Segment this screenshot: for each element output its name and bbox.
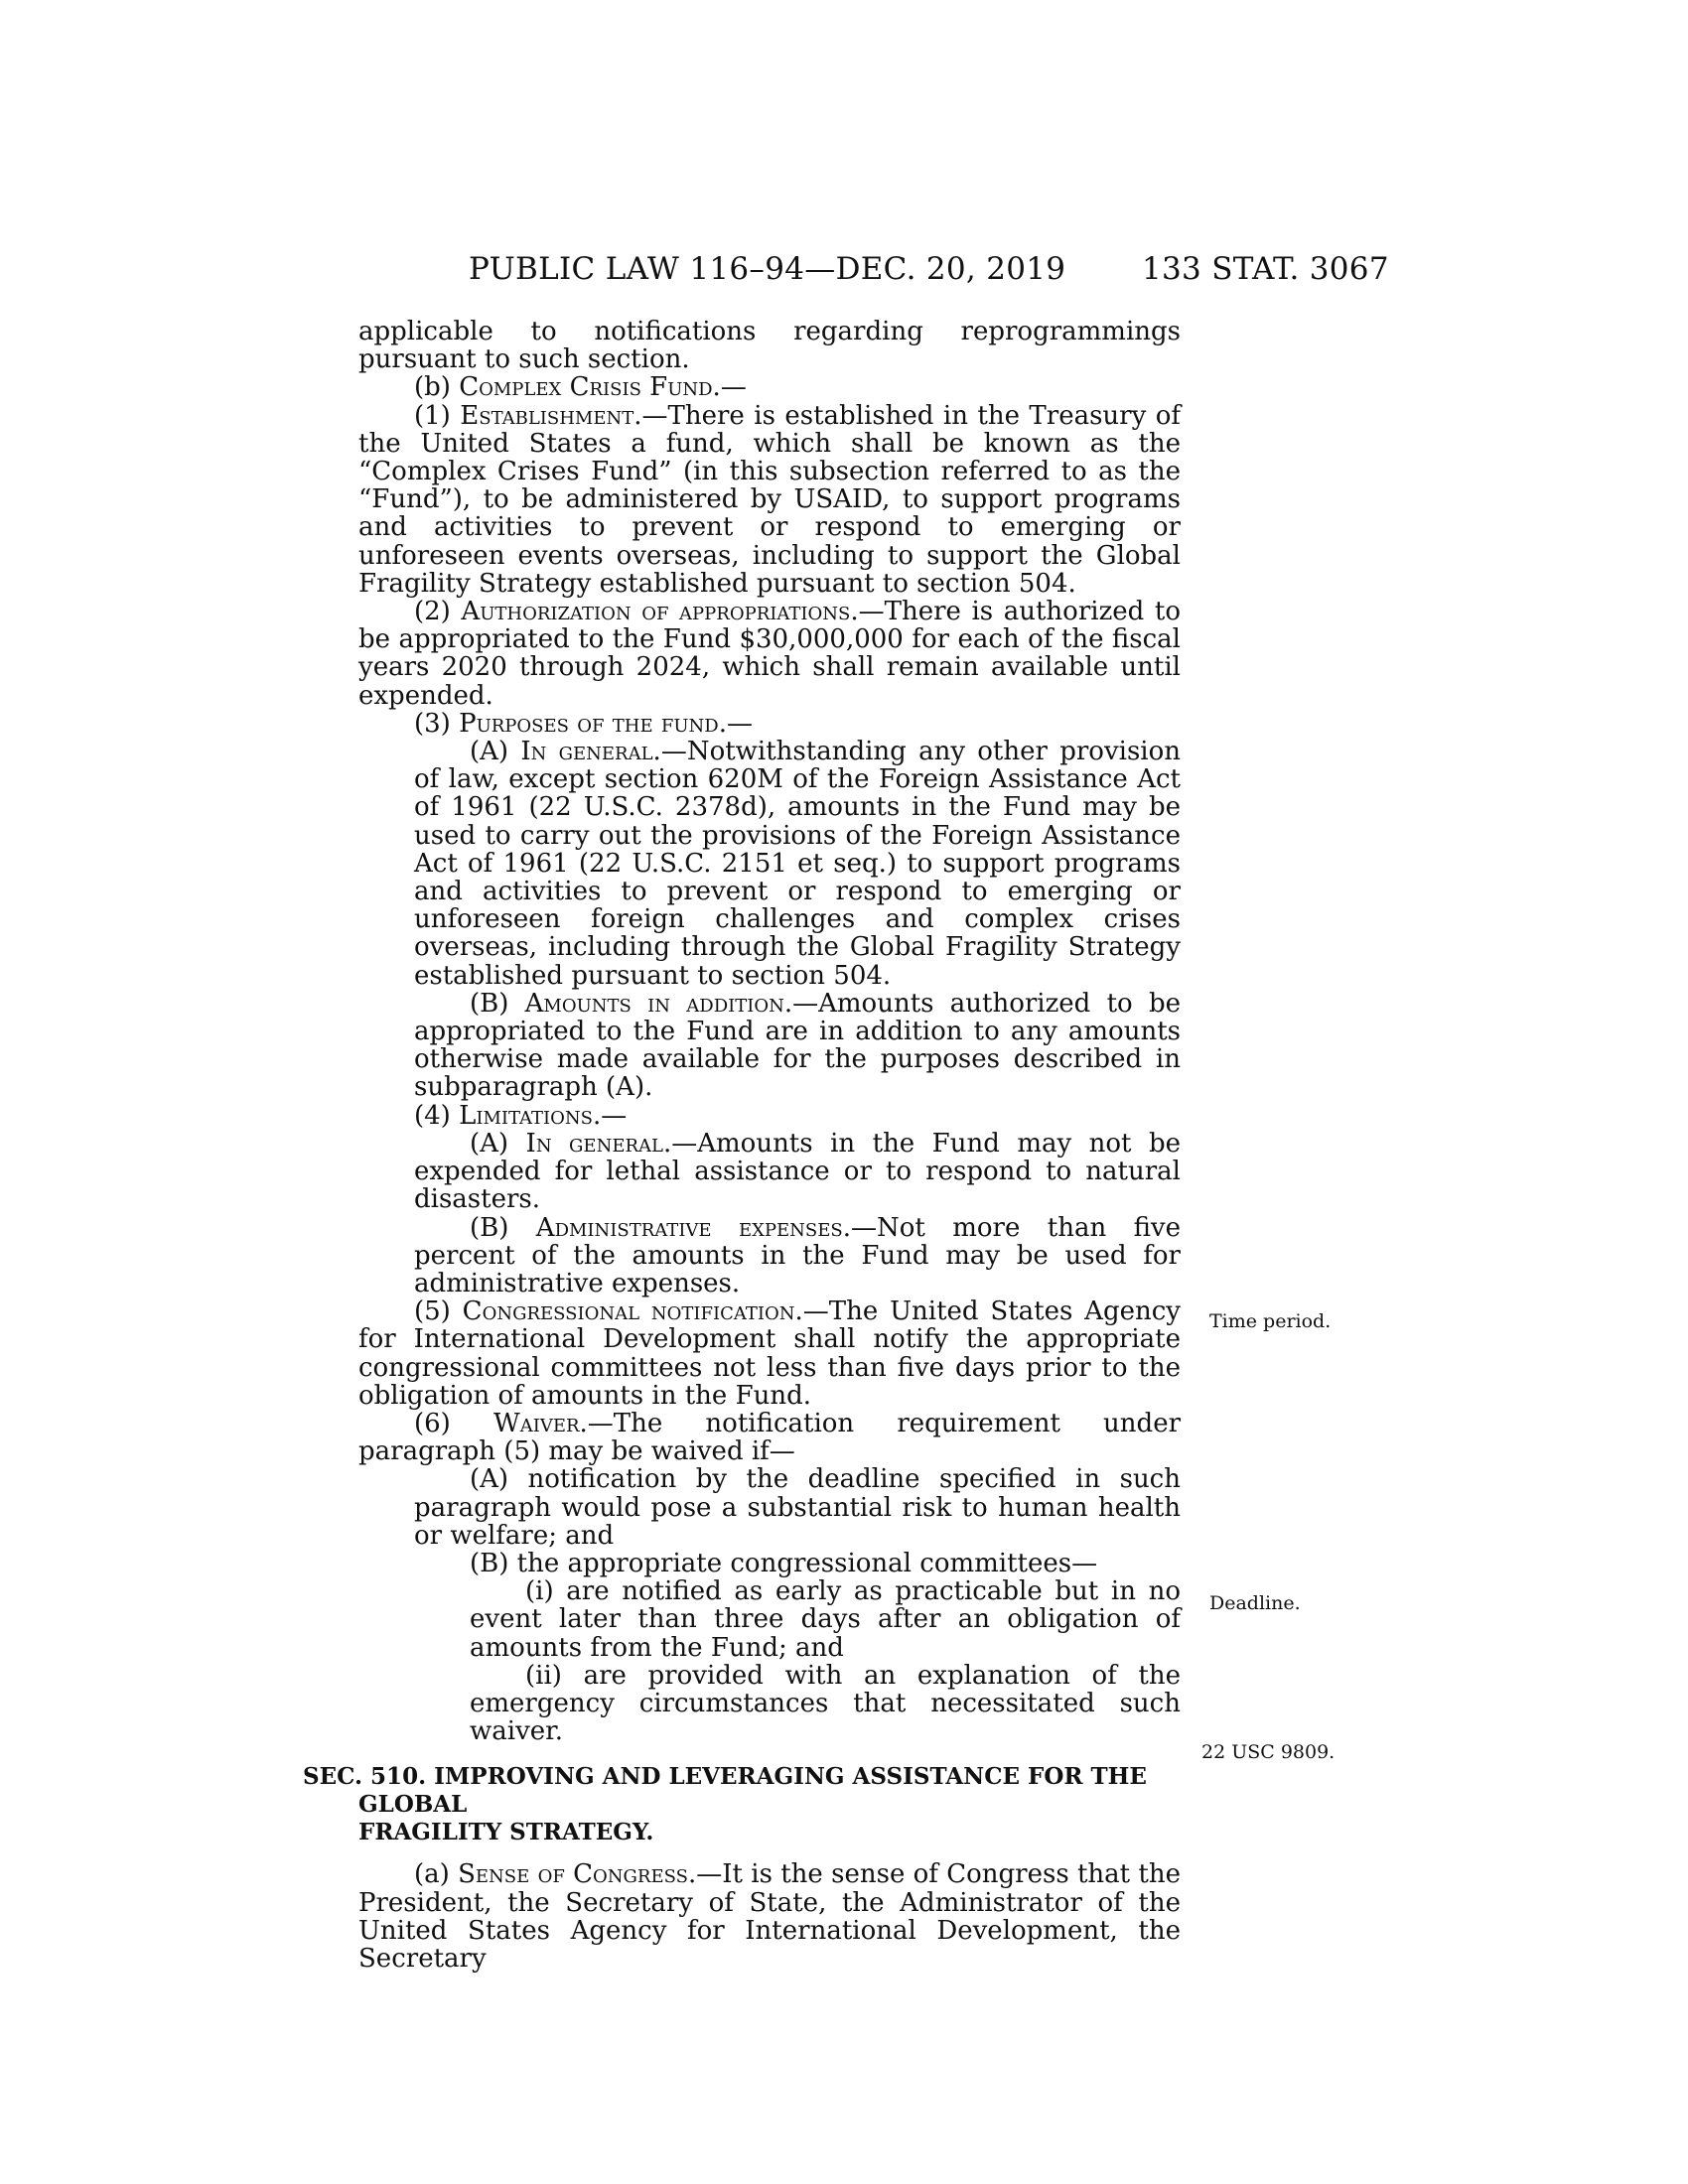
subparagraph: (B) Amounts in addition.—Amounts authorized to be appropriated to the Fund are in addition to any amounts otherwise made available for the purposes described in subparagraph (A). — [414, 988, 1181, 1103]
paragraph: applicable to notifications regarding reprogrammings pursuant to such section. — [358, 317, 1181, 375]
heading-smallcaps: Amounts in addition. — [524, 988, 793, 1019]
paragraph: (5) Congressional notification.—The United States Agency for International Development shall notify the appropriate congressional committees not less than five days prior to the obligation of amounts in the Fund. — [358, 1297, 1181, 1411]
subparagraph: (A) In general.—Amounts in the Fund may not be expended for lethal assistance or to respond to natural disasters. — [414, 1128, 1181, 1215]
subparagraph: (A) notification by the deadline specified in such paragraph would pose a substantial risk to human health or welfare; and — [414, 1464, 1181, 1551]
subparagraph: (B) Administrative expenses.—Not more than five percent of the amounts in the Fund may be used for administrative expenses. — [414, 1212, 1181, 1298]
subparagraph: (A) In general.—Notwithstanding any other provision of law, except section 620M of the Foreign Assistance Act of 1961 (22 U.S.C. 2378d), amounts in the Fund may be used to carry out the provisions of the Foreign Assistance Act of 1961 (22 U.S.C. 2151 et seq.) to support programs and activities to prevent or respond to emerging or unforeseen foreign challenges and complex crises overseas, including through the Global Fragility Strategy established pursuant to section 504. — [414, 737, 1181, 991]
heading-smallcaps: Limitations. — [459, 1100, 602, 1131]
margin-note-deadline: Deadline. — [1209, 1592, 1301, 1614]
margin-note-usc: 22 USC 9809. — [1201, 1741, 1336, 1763]
heading-smallcaps: Sense of Congress. — [458, 1859, 697, 1890]
heading-smallcaps: In general. — [525, 1128, 672, 1159]
heading-smallcaps: Purposes of the fund. — [459, 708, 727, 739]
margin-note-time-period: Time period. — [1209, 1310, 1332, 1332]
section-heading — [303, 1763, 1181, 1846]
clause: (i) are notified as early as practicable but in no event later than three days after an obligation of amounts from the Fund; and — [470, 1576, 1181, 1663]
paragraph: (2) Authorization of appropriations.—There is authorized to be appropriated to the Fund $30,000,000 for each of the fiscal years 2020 through 2024, which shall remain available until expended. — [358, 597, 1181, 711]
section-heading-line1: SEC. 510. IMPROVING AND LEVERAGING ASSISTANCE FOR THE GLOBAL — [303, 1763, 1147, 1819]
section-text: (a) Sense of Congress.—It is the sense of Congress that the President, the Secretary of State, the Administrator of the United States Agency for International Development, the Secretary — [358, 1859, 1182, 1974]
paragraph: (6) Waiver.—The notification requirement under paragraph (5) may be waived if— — [358, 1408, 1182, 1467]
paragraph-heading: (4) Limitations.— — [414, 1100, 628, 1131]
running-header-title: PUBLIC LAW 116–94—DEC. 20, 2019 — [469, 251, 1066, 287]
heading-smallcaps: Establishment. — [460, 400, 642, 431]
subsection-heading: (b) Complex Crisis Fund.— — [414, 372, 747, 403]
paragraph: (1) Establishment.—There is established in the Treasury of the United States a fund, which shall be known as the “Complex Crises Fund” (in this subsection referred to as the “Fund”), to be administered by USAID, to support programs and activities to prevent or respond to emerging or unforeseen events overseas, including to support the Global Fragility Strategy established pursuant to section 504. — [358, 400, 1182, 599]
heading-smallcaps: Waiver. — [493, 1408, 588, 1438]
heading-smallcaps: Authorization of appropriations. — [461, 597, 859, 627]
section-heading-line2: FRAGILITY STRATEGY. — [358, 1819, 654, 1846]
subparagraph: (B) the appropriate congressional committees— — [470, 1548, 1098, 1578]
heading-smallcaps: Administrative expenses. — [535, 1212, 851, 1243]
page-number: 133 STAT. 3067 — [1142, 251, 1389, 287]
statute-text — [303, 317, 1182, 1974]
heading-smallcaps: Congressional notification. — [462, 1297, 803, 1327]
heading-smallcaps: In general. — [520, 737, 661, 767]
paragraph-heading: (3) Purposes of the fund.— — [414, 708, 753, 739]
heading-smallcaps: Complex Crisis Fund. — [459, 372, 721, 403]
clause: (ii) are provided with an explanation of the emergency circumstances that necessitated such waiver. — [470, 1660, 1181, 1747]
